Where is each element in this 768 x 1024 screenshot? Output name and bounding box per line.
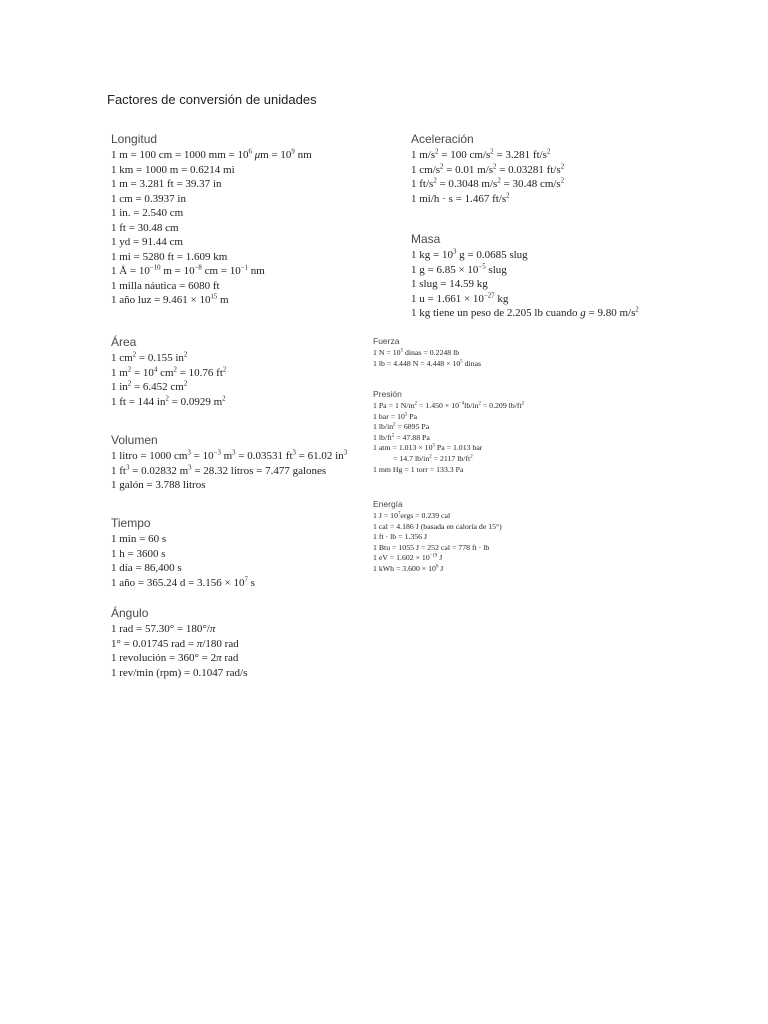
conversion-line: 1 min = 60 s [111, 533, 167, 545]
conversion-line: 1 eV = $1.602 \times 10^{-19}$ J [373, 553, 443, 563]
conversion-line: 1 $J = 10^7ergs = 0.239$ cal [373, 511, 451, 520]
conversion-list-presion [373, 401, 524, 475]
conversion-line: 1 $in^2 = 6.452$ $cm^2$ [111, 380, 188, 393]
conversion-line: 1 $ft/s^2 = 0.3048$ $m/s^2 = 30.48$ $cm/s^2$ [411, 177, 565, 190]
conversion-line: 1 km = 1000 m = 0.6214 mi [111, 163, 235, 176]
section-energia [373, 499, 502, 575]
conversion-line: 1 ft = 30.48 cm [111, 221, 179, 234]
conversion-list-angulo [111, 622, 247, 680]
conversion-line: 1 milla náutica = 6080 ft [111, 279, 220, 292]
conversion-line: 1 ft · lb = 1.356 J [373, 532, 427, 542]
section-heading-aceleracion: Aceleración [411, 132, 474, 146]
section-masa [411, 231, 639, 321]
section-area [111, 334, 226, 409]
conversion-line: 1 $u = 1.661 \times 10^{-27}$ kg [411, 291, 509, 305]
conversion-line: 1 $lb/in^2 = 6895$ Pa [373, 422, 430, 432]
section-tiempo [111, 515, 255, 590]
section-heading-angulo: Ángulo [111, 606, 149, 620]
conversion-list-energia [373, 511, 502, 575]
conversion-line: 1 galón = 3.788 litros [111, 479, 206, 491]
conversion-list-aceleracion [411, 148, 564, 206]
conversion-line: 1 $lb/ft^2 = 47.88$ Pa [373, 432, 430, 442]
conversion-line: 1 cal = 4.186 J (basada en caloría de 15°) [373, 521, 502, 531]
section-heading-volumen: Volumen [111, 433, 158, 447]
conversion-line: 1 m = 100 cm = 1000 mm = $10^6$ $\mu m = 10^9$ nm [111, 148, 312, 161]
conversion-line: 1 mi = 5280 ft = 1.609 km [111, 250, 228, 263]
conversion-line: 1 Btu = 1055 J = 252 cal = 778 ft · lb [373, 542, 490, 552]
conversion-line: 1 m = 3.281 ft = 39.37 in [111, 178, 222, 190]
conversion-line: 1 atm = $1.013 \times 10^5$ Pa = 1.013 bar [373, 443, 483, 453]
conversion-line: 1 $m^2 = 10^4$ $cm^2 = 10.76$ $ft^2$ [111, 365, 227, 379]
conversion-line: 1 Pa = 1 $N/m^2 = 1.450 \times 10^{-4}lb/in^2 = 0.209$ $lb/ft^2$ [373, 401, 525, 410]
conversion-list-volumen [111, 449, 347, 493]
conversion-line: 1 litro = 1000 $cm^3 = 10^{-3}$ $m^3 = 0.03531$ $ft^3 = 61.02$ $in^3$ [111, 449, 348, 462]
conversion-line: 1 ft = 144 $in^2 = 0.0929$ $m^2$ [111, 394, 226, 408]
conversion-line: 1 h = 3600 s [111, 547, 166, 560]
conversion-list-fuerza [373, 348, 481, 369]
conversion-list-tiempo [111, 532, 255, 590]
conversion-line: 1 rev/min (rpm) = 0.1047 rad/s [111, 666, 248, 679]
conversion-line: 1 rad = 57.30° = 180°/π [111, 623, 216, 635]
conversion-line: 1 año luz = $9.461 \times 10^{15}$ m [111, 293, 229, 306]
conversion-line: 1 mi/h · s = 1.467 $ft/s^2$ [411, 191, 510, 205]
conversion-line: = 14.7 $lb/in^2 = 2117$ $lb/ft^2$ [393, 453, 473, 463]
section-heading-tiempo: Tiempo [111, 516, 151, 530]
section-heading-fuerza: Fuerza [373, 336, 400, 346]
conversion-list-area [111, 351, 226, 409]
conversion-line: 1 yd = 91.44 cm [111, 236, 183, 248]
section-longitud [111, 131, 312, 308]
conversion-line: 1 día = 86,400 s [111, 562, 182, 574]
conversion-line: 1 $m/s^2 = 100$ $cm/s^2 = 3.281$ $ft/s^2$ [411, 148, 551, 161]
conversion-line: 1 mm Hg = 1 torr = 133.3 Pa [373, 464, 464, 474]
conversion-line: 1 cm = 0.3937 in [111, 192, 186, 205]
conversion-line: 1 revolución = 360° = 2π rad [111, 652, 239, 664]
section-heading-area: Área [111, 335, 137, 349]
conversion-line: 1 Å = $10^{-10}$ $m = 10^{-8}$ cm = $10^{-1}$ nm [111, 264, 265, 277]
conversion-line: 1° = 0.01745 rad = π/180 rad [111, 637, 239, 650]
section-volumen [111, 432, 347, 493]
section-fuerza [373, 336, 481, 369]
conversion-line: 1 $N = 10^5$ dinas = 0.2248 lb [373, 348, 460, 357]
conversion-line: 1 bar = $10^5$ Pa [373, 411, 418, 421]
conversion-line: 1 in. = 2.540 cm [111, 207, 184, 219]
section-angulo [111, 605, 247, 680]
section-heading-energia: Energía [373, 499, 403, 509]
conversion-line: 1 kWh = $3.600 \times 10^6$ J [373, 563, 444, 573]
conversion-line: 1 $cm/s^2 = 0.01$ $m/s^2 = 0.03281$ $ft/s^2$ [411, 162, 565, 176]
conversion-line: 1 lb = 4.448 $N = 4.448 \times 10^5$ dinas [373, 358, 482, 368]
conversion-list-masa [411, 248, 639, 321]
section-heading-longitud: Longitud [111, 132, 158, 146]
conversion-line: 1 año = 365.24 $d = 3.156 \times 10^7$ s [111, 575, 255, 589]
conversion-line: 1 slug = 14.59 kg [411, 278, 488, 290]
conversion-line: 1 $ft^3 = 0.02832$ $m^3 = 28.32$ litros = 7.477 galones [111, 463, 327, 477]
page-title: Factores de conversión de unidades [107, 92, 317, 107]
conversion-line: 1 kg tiene un peso de 2.205 lb cuando g = 9.80 $m/s^2$ [411, 306, 639, 319]
section-heading-masa: Masa [411, 232, 441, 246]
conversion-line: 1 kg = $10^3$ g = 0.0685 slug [411, 248, 528, 261]
conversion-line: 1 $cm^2 = 0.155$ $in^2$ [111, 351, 188, 364]
conversion-list-longitud [111, 148, 312, 308]
section-aceleracion [411, 131, 564, 206]
conversion-line: 1 $g = 6.85 \times 10^{-5}$ slug [411, 262, 507, 276]
section-presion [373, 389, 524, 475]
section-heading-presion: Presión [373, 389, 402, 399]
